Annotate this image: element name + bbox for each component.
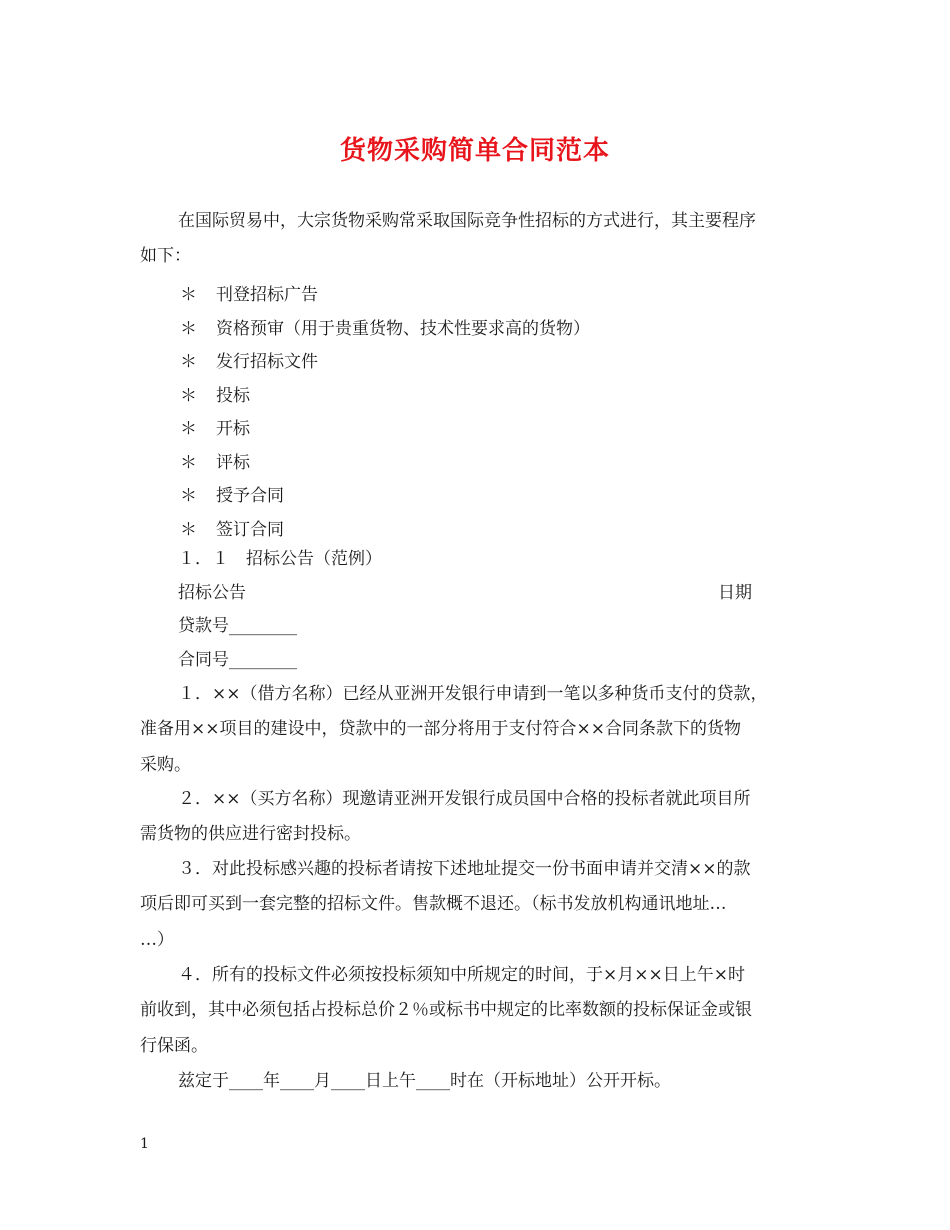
- paragraph-line: ２．××（买方名称）现邀请亚洲开发银行成员国中合格的投标者就此项目所: [178, 789, 751, 809]
- loan-number: 贷款号________: [178, 616, 297, 636]
- paragraph-line: ３．对此投标感兴趣的投标者请按下述地址提交一份书面申请并交清××的款: [178, 859, 751, 879]
- bullet-star-icon: ＊: [180, 486, 197, 506]
- bullet-item: 资格预审（用于贵重货物、技术性要求高的货物）: [216, 319, 590, 339]
- bullet-item: 签订合同: [216, 520, 284, 540]
- bullet-item: 评标: [216, 453, 250, 473]
- paragraph-line: １．××（借方名称）已经从亚洲开发银行申请到一笔以多种货币支付的贷款，: [178, 684, 768, 704]
- section-heading: １．１ 招标公告（范例）: [178, 549, 382, 569]
- date-label: 日期: [718, 583, 752, 603]
- paragraph-line: 采购。: [140, 755, 191, 775]
- bullet-star-icon: ＊: [180, 352, 197, 372]
- contract-number: 合同号________: [178, 650, 297, 670]
- page-title: 货物采购简单合同范本: [339, 136, 610, 166]
- bullet-star-icon: ＊: [180, 453, 197, 473]
- paragraph-line: ４．所有的投标文件必须按投标须知中所规定的时间，于×月××日上午×时: [178, 965, 745, 985]
- paragraph-line: 前收到，其中必须包括占投标总价２％或标书中规定的比率数额的投标保证金或银: [140, 1000, 752, 1020]
- bullet-star-icon: ＊: [180, 285, 197, 305]
- bullet-item: 发行招标文件: [216, 352, 318, 372]
- paragraph-line: 行保函。: [140, 1036, 208, 1056]
- notice-label: 招标公告: [178, 583, 246, 603]
- bullet-star-icon: ＊: [180, 520, 197, 540]
- paragraph-line: 需货物的供应进行密封投标。: [140, 824, 361, 844]
- intro-line-1: 在国际贸易中，大宗货物采购常采取国际竞争性招标的方式进行，其主要程序: [178, 211, 756, 231]
- bullet-star-icon: ＊: [180, 386, 197, 406]
- bullet-item: 开标: [216, 419, 250, 439]
- bullet-item: 授予合同: [216, 486, 284, 506]
- bullet-item: 刊登招标广告: [216, 285, 318, 305]
- bullet-star-icon: ＊: [180, 419, 197, 439]
- intro-line-2: 如下：: [140, 246, 191, 266]
- bullet-item: 投标: [216, 386, 250, 406]
- page-number: 1: [140, 1136, 149, 1152]
- closing-line: 兹定于____年____月____日上午____时在（开标地址）公开开标。: [178, 1071, 671, 1091]
- bullet-star-icon: ＊: [180, 319, 197, 339]
- paragraph-line: 项后即可买到一套完整的招标文件。售款概不退还。（标书发放机构通讯地址…: [140, 894, 727, 914]
- paragraph-line: 准备用××项目的建设中，贷款中的一部分将用于支付符合××合同条款下的货物: [140, 719, 741, 739]
- paragraph-line: …）: [140, 930, 174, 950]
